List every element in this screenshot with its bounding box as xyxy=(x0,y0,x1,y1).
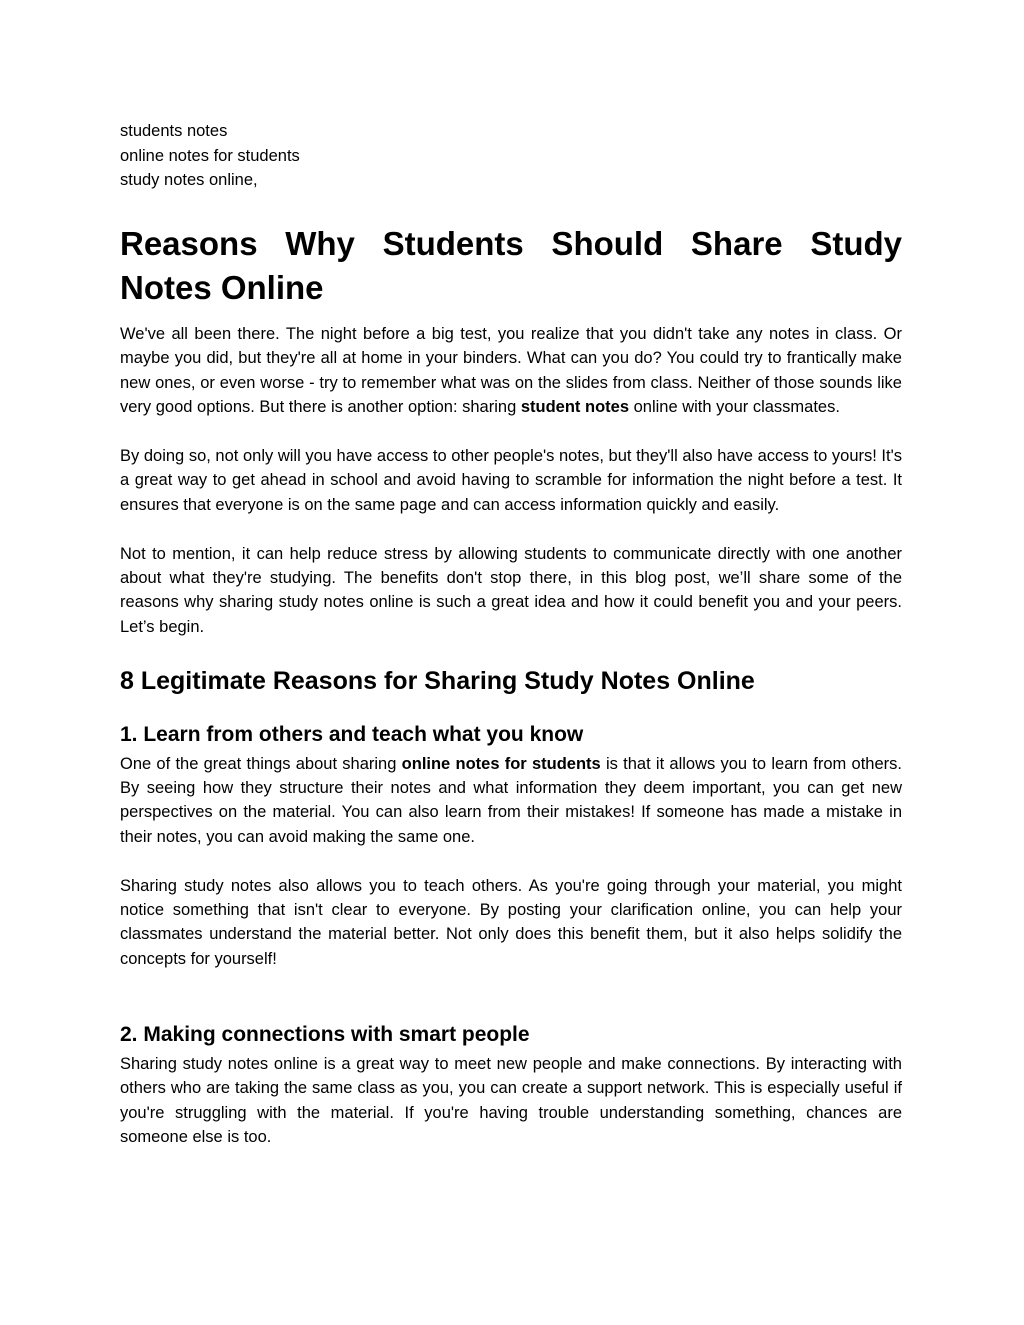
keyword-item: online notes for students xyxy=(120,146,300,165)
article-body xyxy=(120,222,902,1150)
text-run: is that it allows you to learn from others. By seeing how they structure their notes and what information they deem important, you can get new perspectives on the material. You can also learn from their mistakes! If someone has made a mistake in their notes, you can avoid making the same one. xyxy=(120,754,902,846)
keyword-list xyxy=(120,119,902,193)
section-heading: 8 Legitimate Reasons for Sharing Study Notes Online xyxy=(120,666,755,695)
reason-2-paragraph-1: Sharing study notes online is a great way to meet new people and make connections. By interacting with others who are taking the same class as you, you can create a support network. This is especially useful if you're struggling with the material. If you're having trouble understanding something, chances are someone else is too. xyxy=(120,1055,902,1147)
keyword-bold: student notes xyxy=(520,398,630,417)
text-run: We've all been there. The night before a big test, you realize that you didn't take any notes in class. Or maybe you did, but they're all at home in your binders. What can you do? You could try to frantically make new ones, or even worse - try to remember what was on the slides from class. Neither of those sounds like very good options. But there is another option: sharing xyxy=(120,325,902,417)
article-title: Reasons Why Students Should Share Study Notes Online xyxy=(120,225,902,306)
text-run: online with your classmates. xyxy=(629,398,840,417)
intro-paragraph-1 xyxy=(120,322,902,420)
keyword-item: students notes xyxy=(120,122,228,140)
keyword-bold: online notes for students xyxy=(401,754,601,773)
reason-1-paragraph-1 xyxy=(120,752,902,850)
reason-1-paragraph-2: Sharing study notes also allows you to teach others. As you're going through your material, you might notice something that isn't clear to everyone. By posting your clarification online, you can help your classmates understand the material better. Not only does this benefit them, but it also helps solidify the concepts for yourself! xyxy=(120,876,902,968)
reason-2-heading: 2. Making connections with smart people xyxy=(120,1023,530,1047)
reason-1-heading: 1. Learn from others and teach what you know xyxy=(120,722,584,746)
intro-paragraph-2: By doing so, not only will you have access to other people's notes, but they'll also have access to yours! It's a great way to get ahead in school and avoid having to scramble for information the night before a test. It ensures that everyone is on the same page and can access information quickly and easily. xyxy=(120,447,902,514)
intro-paragraph-3: Not to mention, it can help reduce stress by allowing students to communicate directly with one another about what they're studying. The benefits don't stop there, in this blog post, we’ll share some of the reasons why sharing study notes online is such a great idea and how it could benefit you and your peers. Let’s begin. xyxy=(120,544,902,636)
keyword-item: study notes online, xyxy=(120,171,258,189)
text-run: One of the great things about sharing xyxy=(120,754,402,773)
